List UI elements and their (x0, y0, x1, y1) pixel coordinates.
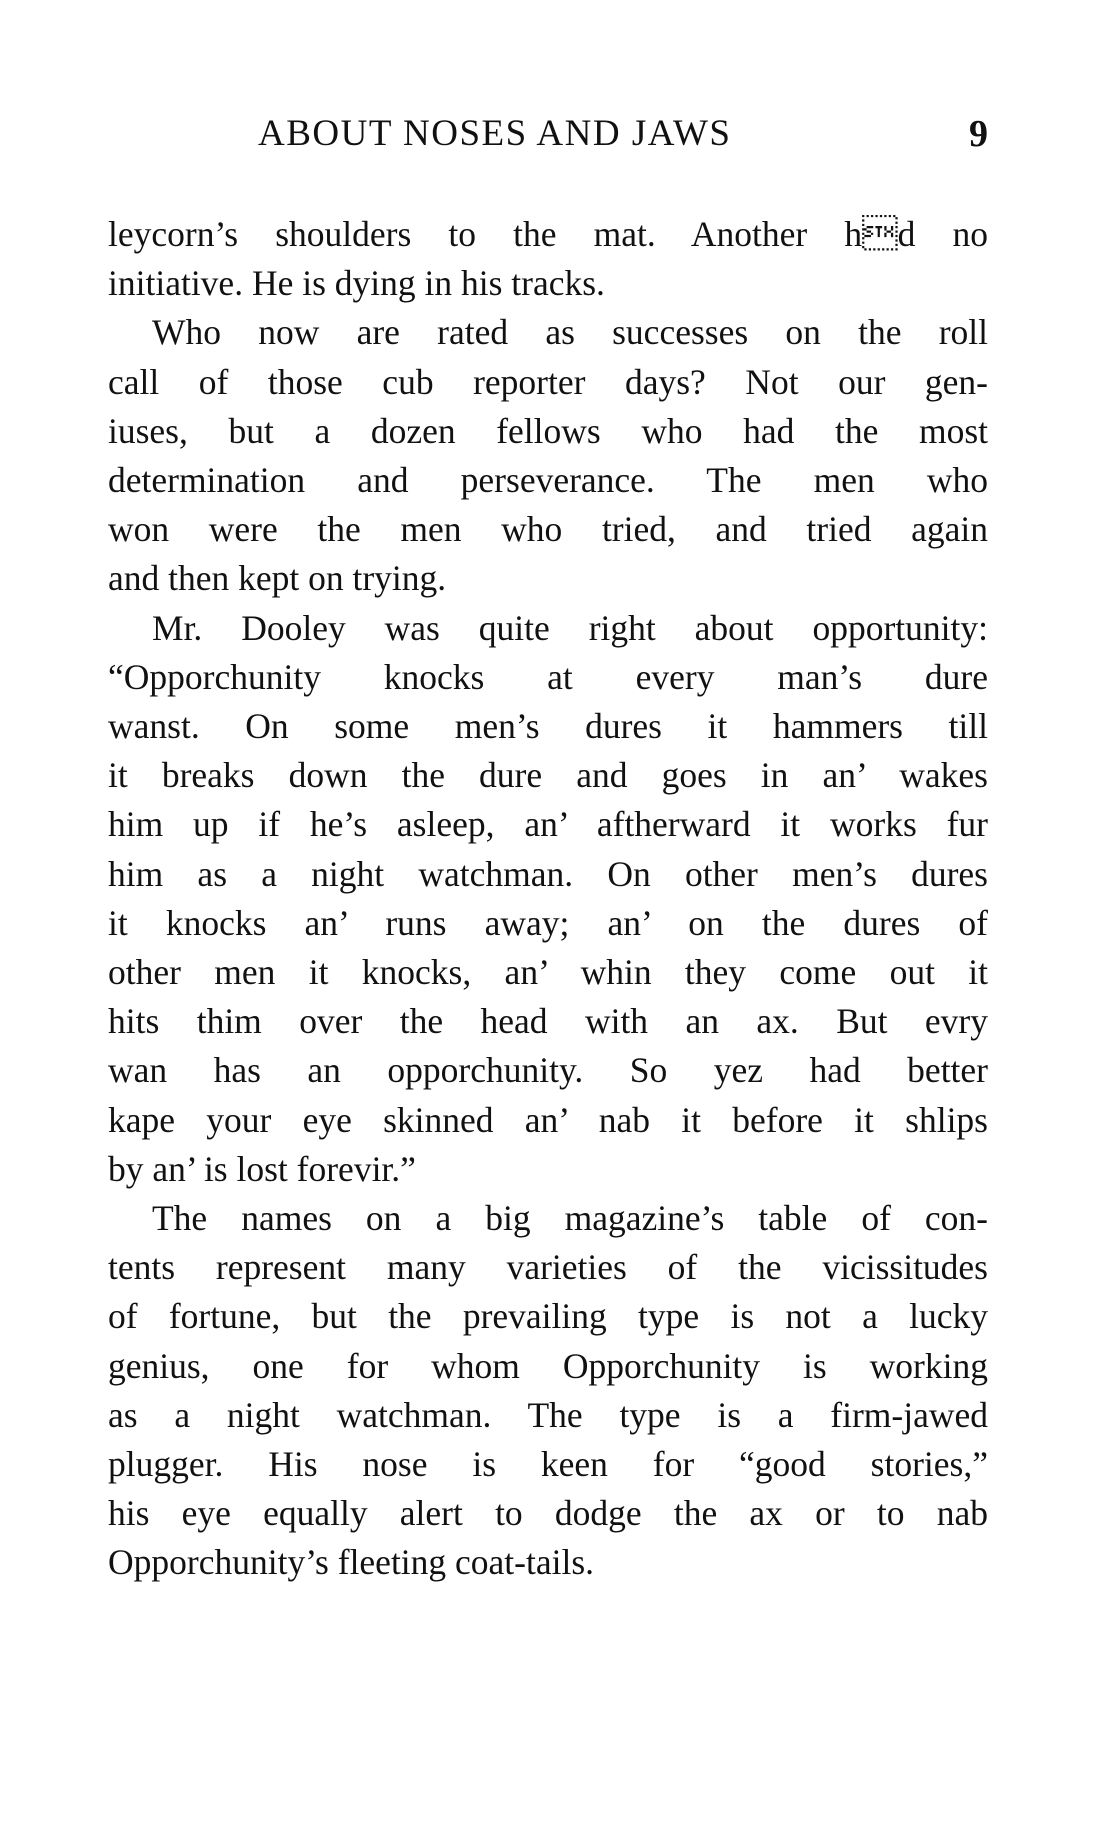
chapter-title: ABOUT NOSES AND JAWS (258, 113, 732, 154)
text-line: leycorn’s shoulders to the mat. Another hd no (108, 214, 988, 254)
paragraph-1 (108, 210, 988, 308)
text-line: wan has an opporchunity. So yez had better (108, 1050, 988, 1091)
paragraph-2 (108, 308, 988, 603)
text-line: him up if he’s asleep, an’ aftherward it works fur (108, 804, 988, 845)
text-line: other men it knocks, an’ whin they come out it (108, 952, 988, 993)
running-head (108, 112, 988, 164)
text-line: “Opporchunity knocks at every man’s dure (108, 656, 988, 697)
text-line: The names on a big magazine’s table of con- (152, 1198, 988, 1239)
text-line: it knocks an’ runs away; an’ on the dures of (108, 902, 988, 943)
text-line: his eye equally alert to dodge the ax or to nab (108, 1493, 988, 1534)
text-line: Opporchunity’s fleeting coat-tails. (108, 1542, 595, 1583)
text-line: determination and perseverance. The men who (108, 460, 988, 501)
text-line: genius, one for whom Opporchunity is working (108, 1345, 988, 1386)
body-text (108, 210, 988, 1588)
text-line: by an’ is lost forevir.” (108, 1148, 416, 1189)
text-line: call of those cub reporter days? Not our gen- (108, 361, 988, 402)
text-line: iuses, but a dozen fellows who had the most (108, 410, 988, 451)
text-line: Mr. Dooley was quite right about opportunity: (152, 607, 988, 648)
paragraph-4 (108, 1194, 988, 1588)
paragraph-3 (108, 604, 988, 1194)
text-line: hits thim over the head with an ax. But evry (108, 1001, 988, 1042)
text-line: won were the men who tried, and tried again (108, 509, 988, 550)
text-line: Who now are rated as successes on the roll (152, 312, 988, 353)
page-number: 9 (969, 113, 988, 155)
text-line: wanst. On some men’s dures it hammers till (108, 706, 988, 747)
text-line: and then kept on trying. (108, 558, 447, 599)
text-line: kape your eye skinned an’ nab it before it shlips (108, 1099, 988, 1140)
text-line: him as a night watchman. On other men’s dures (108, 853, 988, 894)
text-line: tents represent many varieties of the vicissitudes (108, 1247, 988, 1288)
text-line: initiative. He is dying in his tracks. (108, 263, 605, 304)
text-line: it breaks down the dure and goes in an’ wakes (108, 755, 988, 796)
text-line: as a night watchman. The type is a firm-jawed (108, 1394, 988, 1435)
text-line: of fortune, but the prevailing type is not a lucky (108, 1296, 988, 1337)
text-line: plugger. His nose is keen for “good stories,” (108, 1444, 988, 1485)
